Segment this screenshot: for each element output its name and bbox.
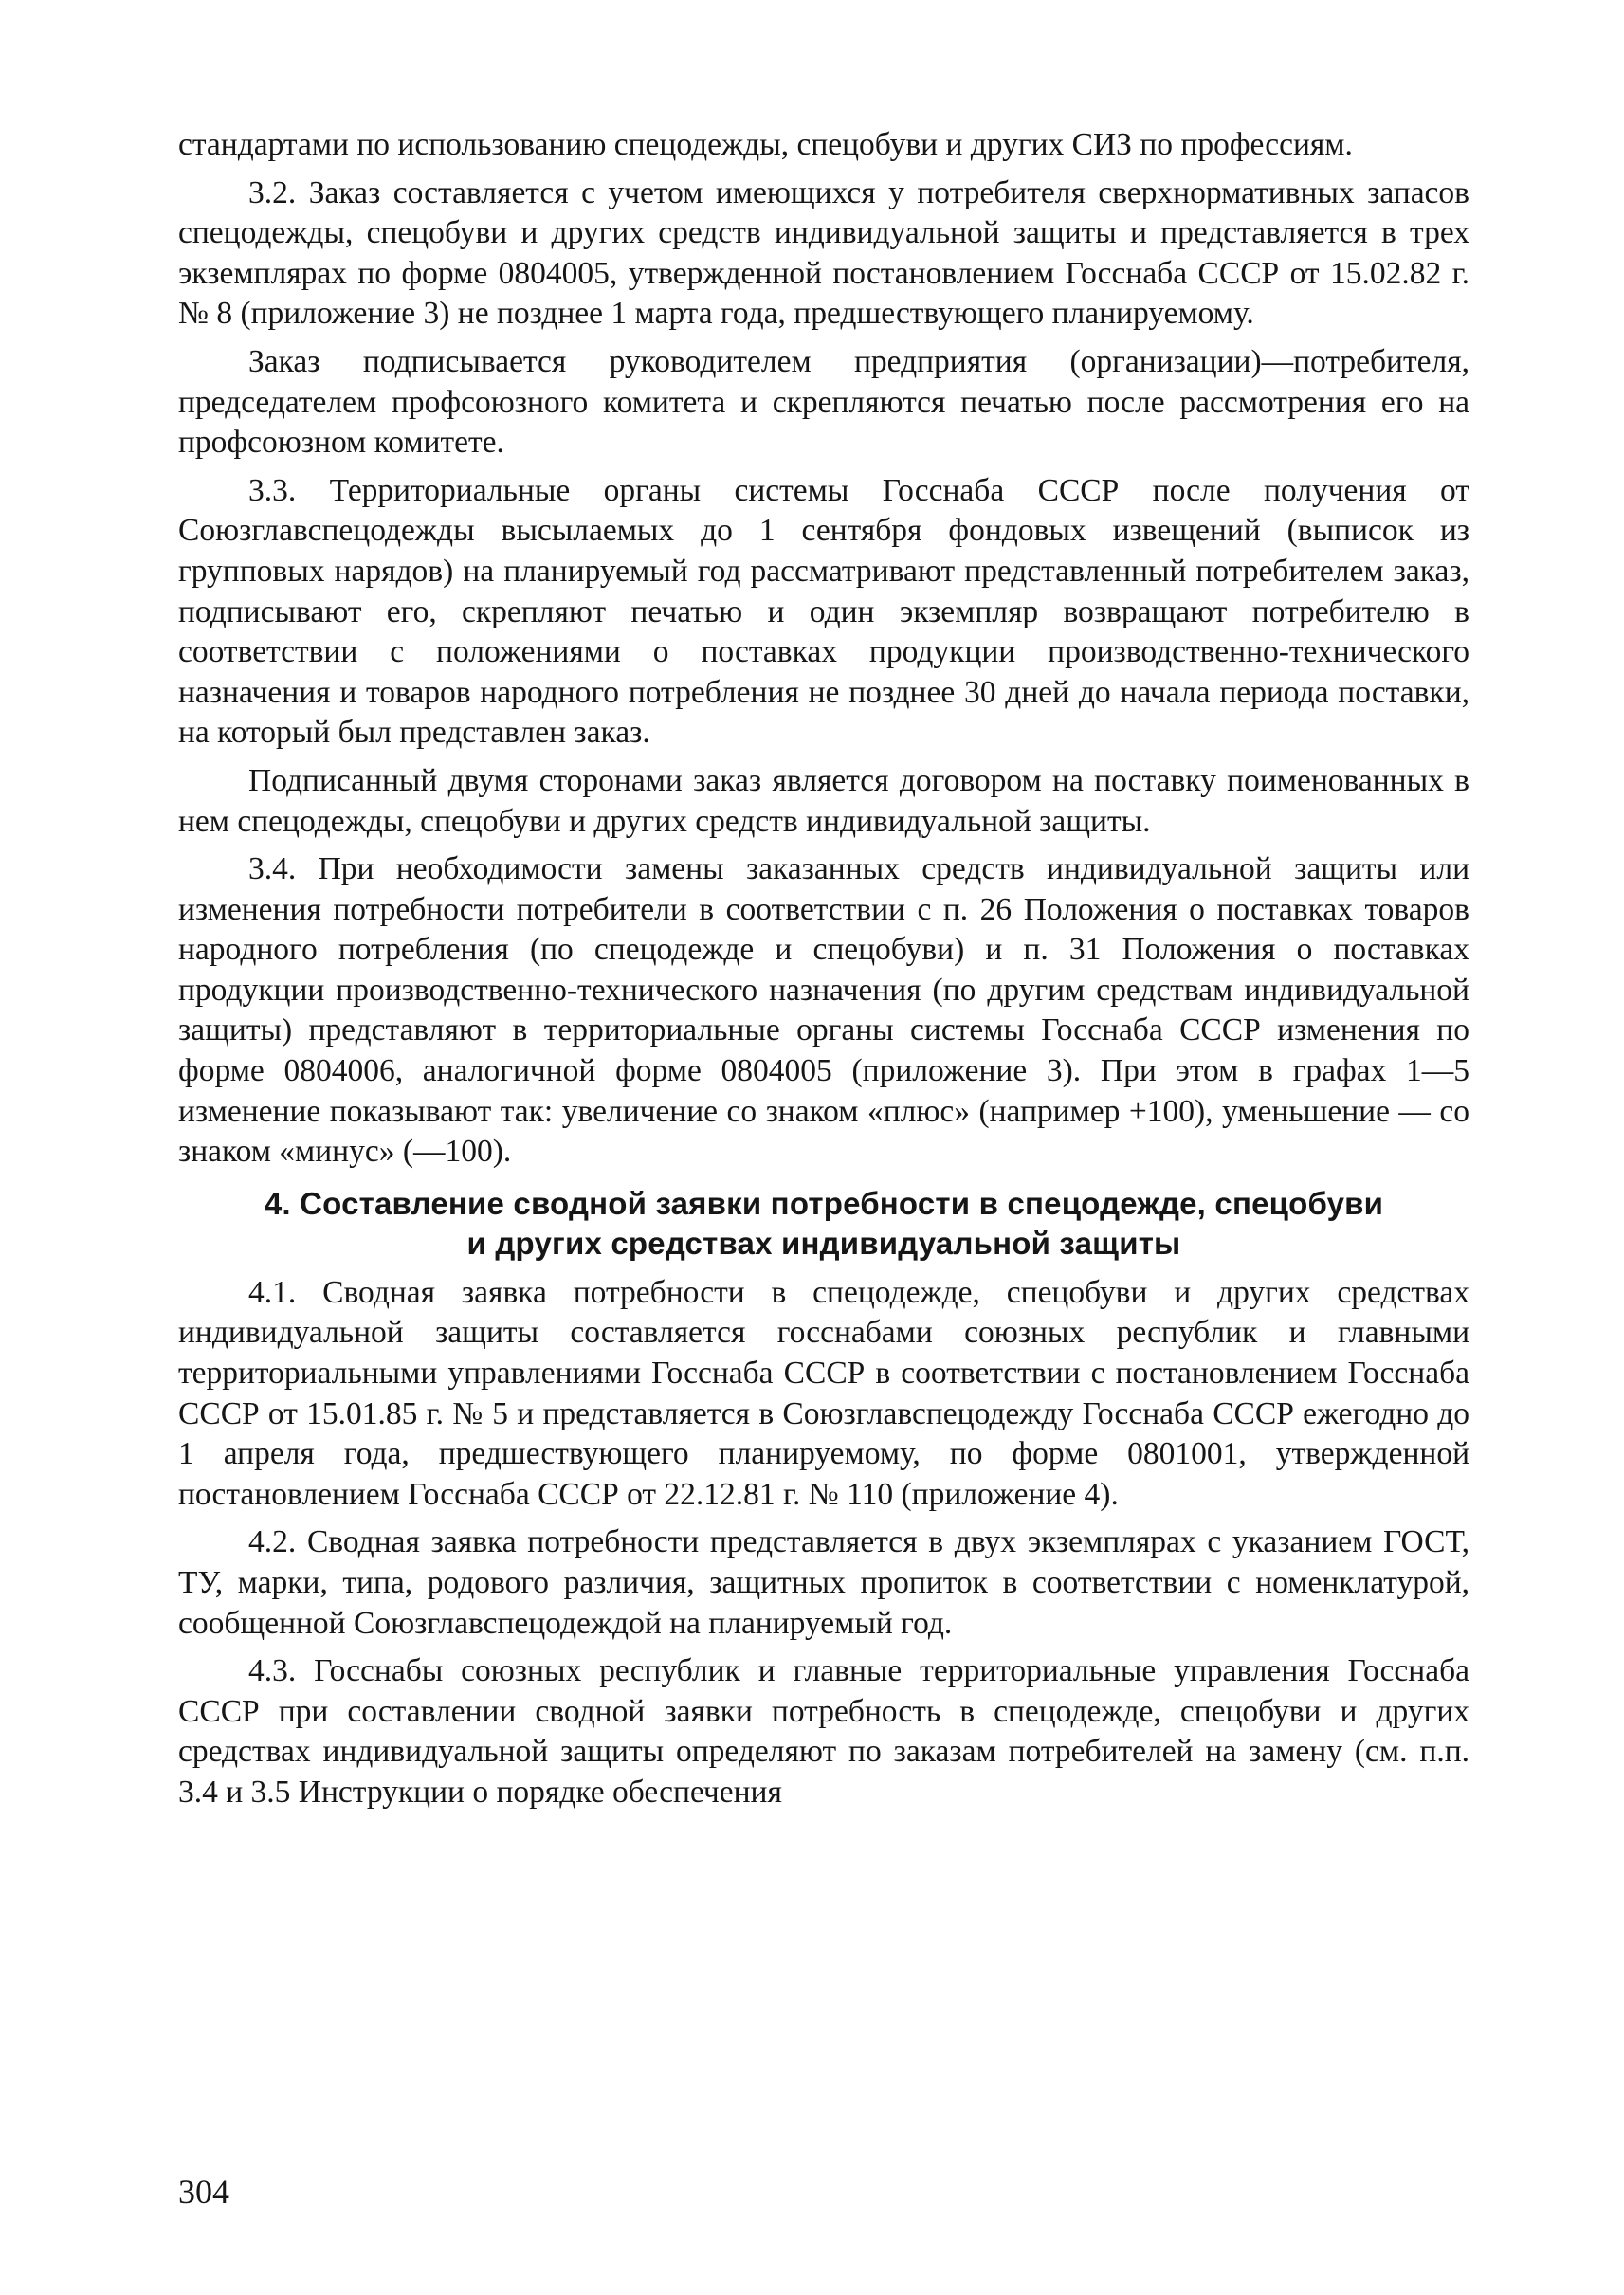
section-4-heading-line-2: и других средствах индивидуальной защиты: [466, 1225, 1181, 1261]
paragraph-4-1: 4.1. Сводная заявка потребности в спецодежде, спецобуви и других средствах индивидуальной защиты составляется госснабами союзных республик и главными территориальными управлениями Госснаба СССР в соответствии с постановлением Госснаба СССР от 15.01.85 г. № 5 и представляется в Союзглавспецодежду Госснаба СССР ежегодно до 1 апреля года, предшествующего планируемому, по форме 0801001, утвержденной постановлением Госснаба СССР от 22.12.81 г. № 110 (приложение 4).: [178, 1274, 1469, 1512]
section-4-heading: [178, 1184, 1469, 1264]
document-page: [178, 125, 1469, 1821]
section-4-heading-line-1: 4. Составление сводной заявки потребности в спецодежде, спецобуви: [264, 1185, 1384, 1221]
paragraph-3-4: 3.4. При необходимости замены заказанных средств индивидуальной защиты или изменения потребности потребители в соответствии с п. 26 Положения о поставках товаров народного потребления (по спецодежде и спецобуви) и п. 31 Положения о поставках продукции производственно-технического назначения (по другим средствам индивидуальной защиты) представляют в территориальные органы системы Госснаба СССР изменения по форме 0804006, аналогичной форме 0804005 (приложение 3). При этом в графах 1—5 изменение показывают так: увеличение со знаком «плюс» (например +100), уменьшение — со знаком «минус» (—100).: [178, 851, 1469, 1170]
paragraph-4-2: 4.2. Сводная заявка потребности представляется в двух экземплярах с указанием ГОСТ, ТУ, марки, типа, родового различия, защитных пропиток в соответствии с номенклатурой, сообщенной Союзглавспецодеждой на планируемый год.: [178, 1524, 1469, 1641]
paragraph-3-3: 3.3. Территориальные органы системы Госснаба СССР после получения от Союзглавспецодежды высылаемых до 1 сентября фондовых извещений (выписок из групповых нарядов) на планируемый год рассматривают представленный потребителем заказ, подписывают его, скрепляют печатью и один экземпляр возвращают потребителю в соответствии с положениями о поставках продукции производственно-технического назначения и товаров народного потребления не позднее 30 дней до начала периода поставки, на который был представлен заказ.: [178, 472, 1469, 751]
paragraph-4-3: 4.3. Госснабы союзных республик и главные территориальные управления Госснаба СССР при составлении сводной заявки потребность в спецодежде, спецобуви и других средствах индивидуальной защиты определяют по заказам потребителей на замену (см. п.п. 3.4 и 3.5 Инструкции о порядке обеспечения: [178, 1653, 1469, 1810]
paragraph-signed-order: Подписанный двумя сторонами заказ является договором на поставку поименованных в нем спецодежды, спецобуви и других средств индивидуальной защиты.: [178, 762, 1469, 839]
paragraph-3-2: 3.2. Заказ составляется с учетом имеющихся у потребителя сверхнормативных запасов спецодежды, спецобуви и других средств индивидуальной защиты и представляется в трех экземплярах по форме 0804005, утвержденной постановлением Госснаба СССР от 15.02.82 г. № 8 (приложение 3) не позднее 1 марта года, предшествующего планируемому.: [178, 174, 1469, 332]
paragraph-order-signing: Заказ подписывается руководителем предприятия (организации)—потребителя, председателем профсоюзного комитета и скрепляются печатью после рассмотрения его на профсоюзном комитете.: [178, 343, 1469, 461]
paragraph-continuation: стандартами по использованию спецодежды, спецобуви и других СИЗ по профессиям.: [178, 127, 1353, 162]
page-number: 304: [178, 2173, 229, 2211]
